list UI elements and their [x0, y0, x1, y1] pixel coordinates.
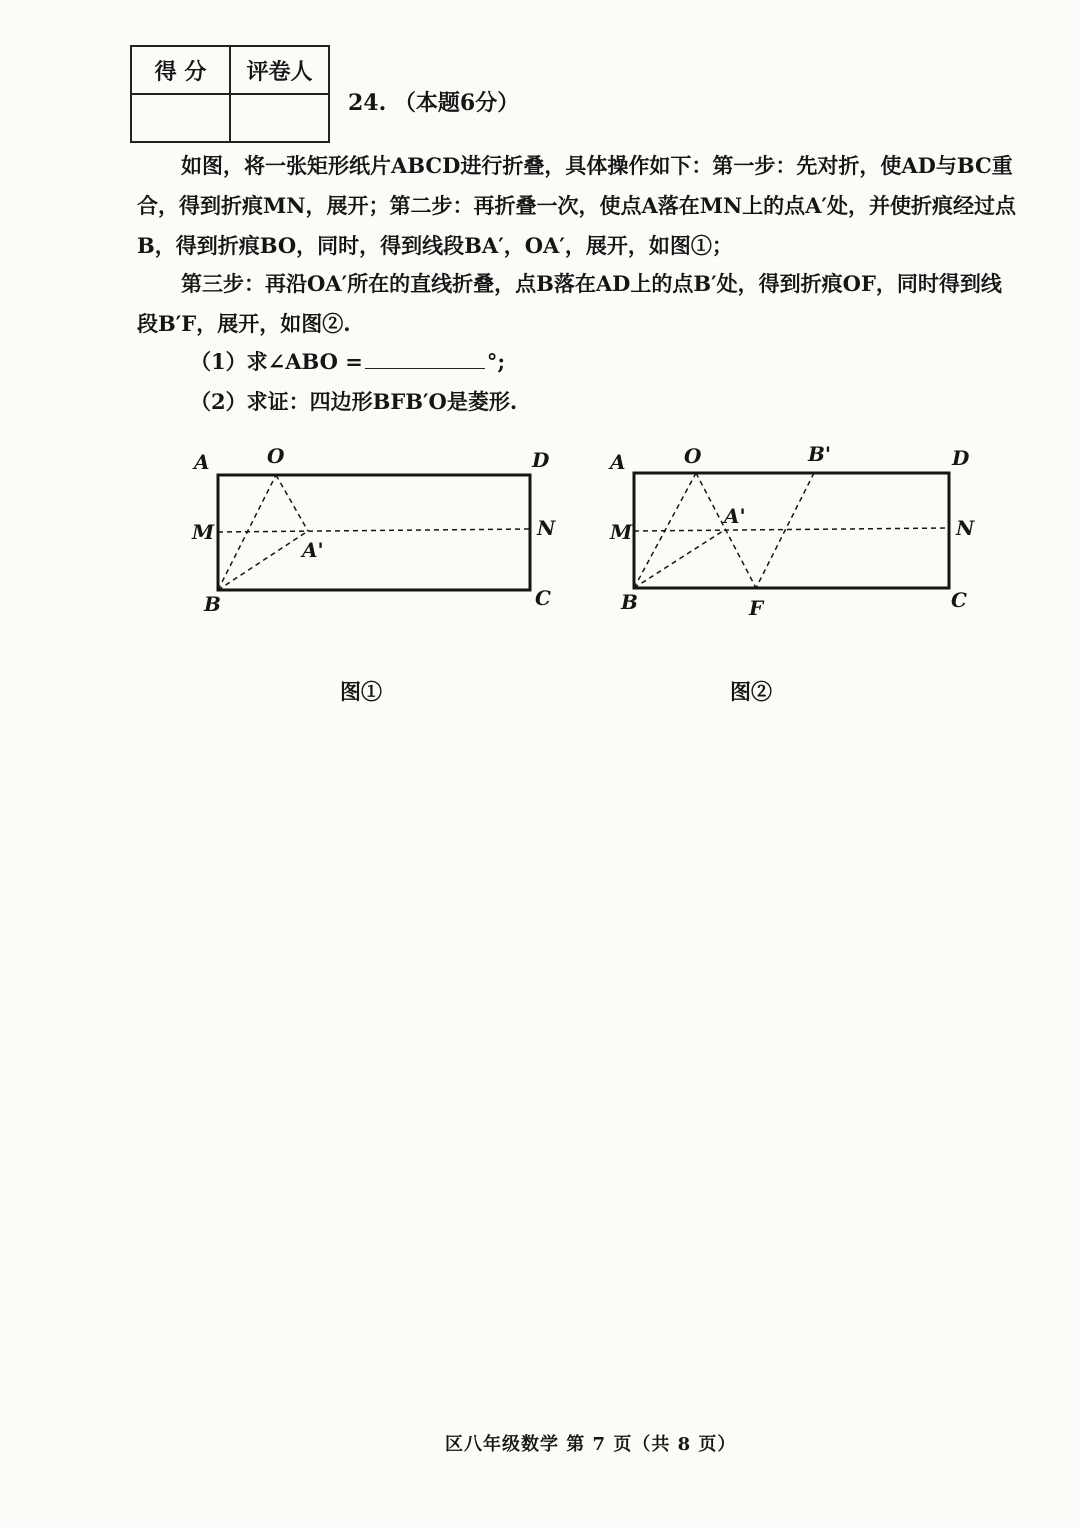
fig2-segment-ba	[634, 529, 726, 588]
fig2-label-b-prime: B'	[808, 442, 832, 466]
fig1-label-m: M	[192, 520, 215, 544]
question-title: 24. （本题6分）	[348, 90, 520, 116]
fig1-label-d: D	[532, 448, 550, 472]
fig2-label-o: O	[684, 444, 702, 468]
fig1-label-o: O	[267, 444, 285, 468]
figures	[180, 435, 1000, 635]
fig1-label-b: B	[204, 592, 221, 616]
fig1-label-a-prime: A'	[302, 538, 324, 562]
fig2-label-c: C	[951, 588, 967, 612]
figure-2	[608, 442, 975, 620]
part1-suffix: °;	[486, 349, 506, 374]
score-header: 得 分	[131, 46, 230, 94]
grader-header: 评卷人	[230, 46, 329, 94]
fig1-segment-oa	[276, 475, 308, 531]
question-paragraph-1: 如图，将一张矩形纸片ABCD进行折叠，具体操作如下：第一步：先对折，使AD与BC重合，得到折痕MN，展开；第二步：再折叠一次，使点A落在MN上的点A′处，并使折痕经过点B，得到折痕BO，同时，得到线段BA′，OA′，展开，如图①；	[137, 153, 1017, 258]
question-paragraph-2: 第三步：再沿OA′所在的直线折叠，点B落在AD上的点B′处，得到折痕OF，同时得到线段B′F，展开，如图②.	[137, 271, 1002, 336]
question-part-1	[190, 346, 505, 376]
page-footer: 区八年级数学 第 7 页（共 8 页）	[445, 1434, 737, 1455]
fig1-caption: 图①	[340, 679, 382, 704]
fig2-fold-mn	[634, 528, 949, 531]
fig1-segment-ba	[218, 531, 308, 590]
answer-blank[interactable]	[365, 348, 485, 369]
fig2-label-d: D	[952, 446, 970, 470]
score-cell[interactable]	[131, 94, 230, 142]
fig2-label-a: A	[610, 450, 626, 474]
fig1-label-n: N	[537, 516, 556, 540]
fig1-label-a: A	[194, 450, 210, 474]
part1-prefix: （1）求∠ABO =	[190, 349, 363, 374]
fig2-label-f: F	[749, 596, 764, 620]
fig2-label-a-prime: A'	[724, 504, 746, 528]
fig2-label-m: M	[610, 520, 633, 544]
fig2-label-b: B	[621, 590, 638, 614]
fig1-fold-bo	[218, 475, 276, 590]
grader-cell[interactable]	[230, 94, 329, 142]
fig2-caption: 图②	[730, 679, 772, 704]
fig1-label-c: C	[535, 586, 551, 610]
fig1-rectangle	[218, 475, 530, 590]
score-table	[130, 45, 330, 143]
fig1-fold-mn	[218, 529, 530, 532]
figure-1	[191, 444, 556, 616]
question-part-2: （2）求证：四边形BFB′O是菱形.	[190, 389, 518, 414]
fig2-label-n: N	[956, 516, 975, 540]
